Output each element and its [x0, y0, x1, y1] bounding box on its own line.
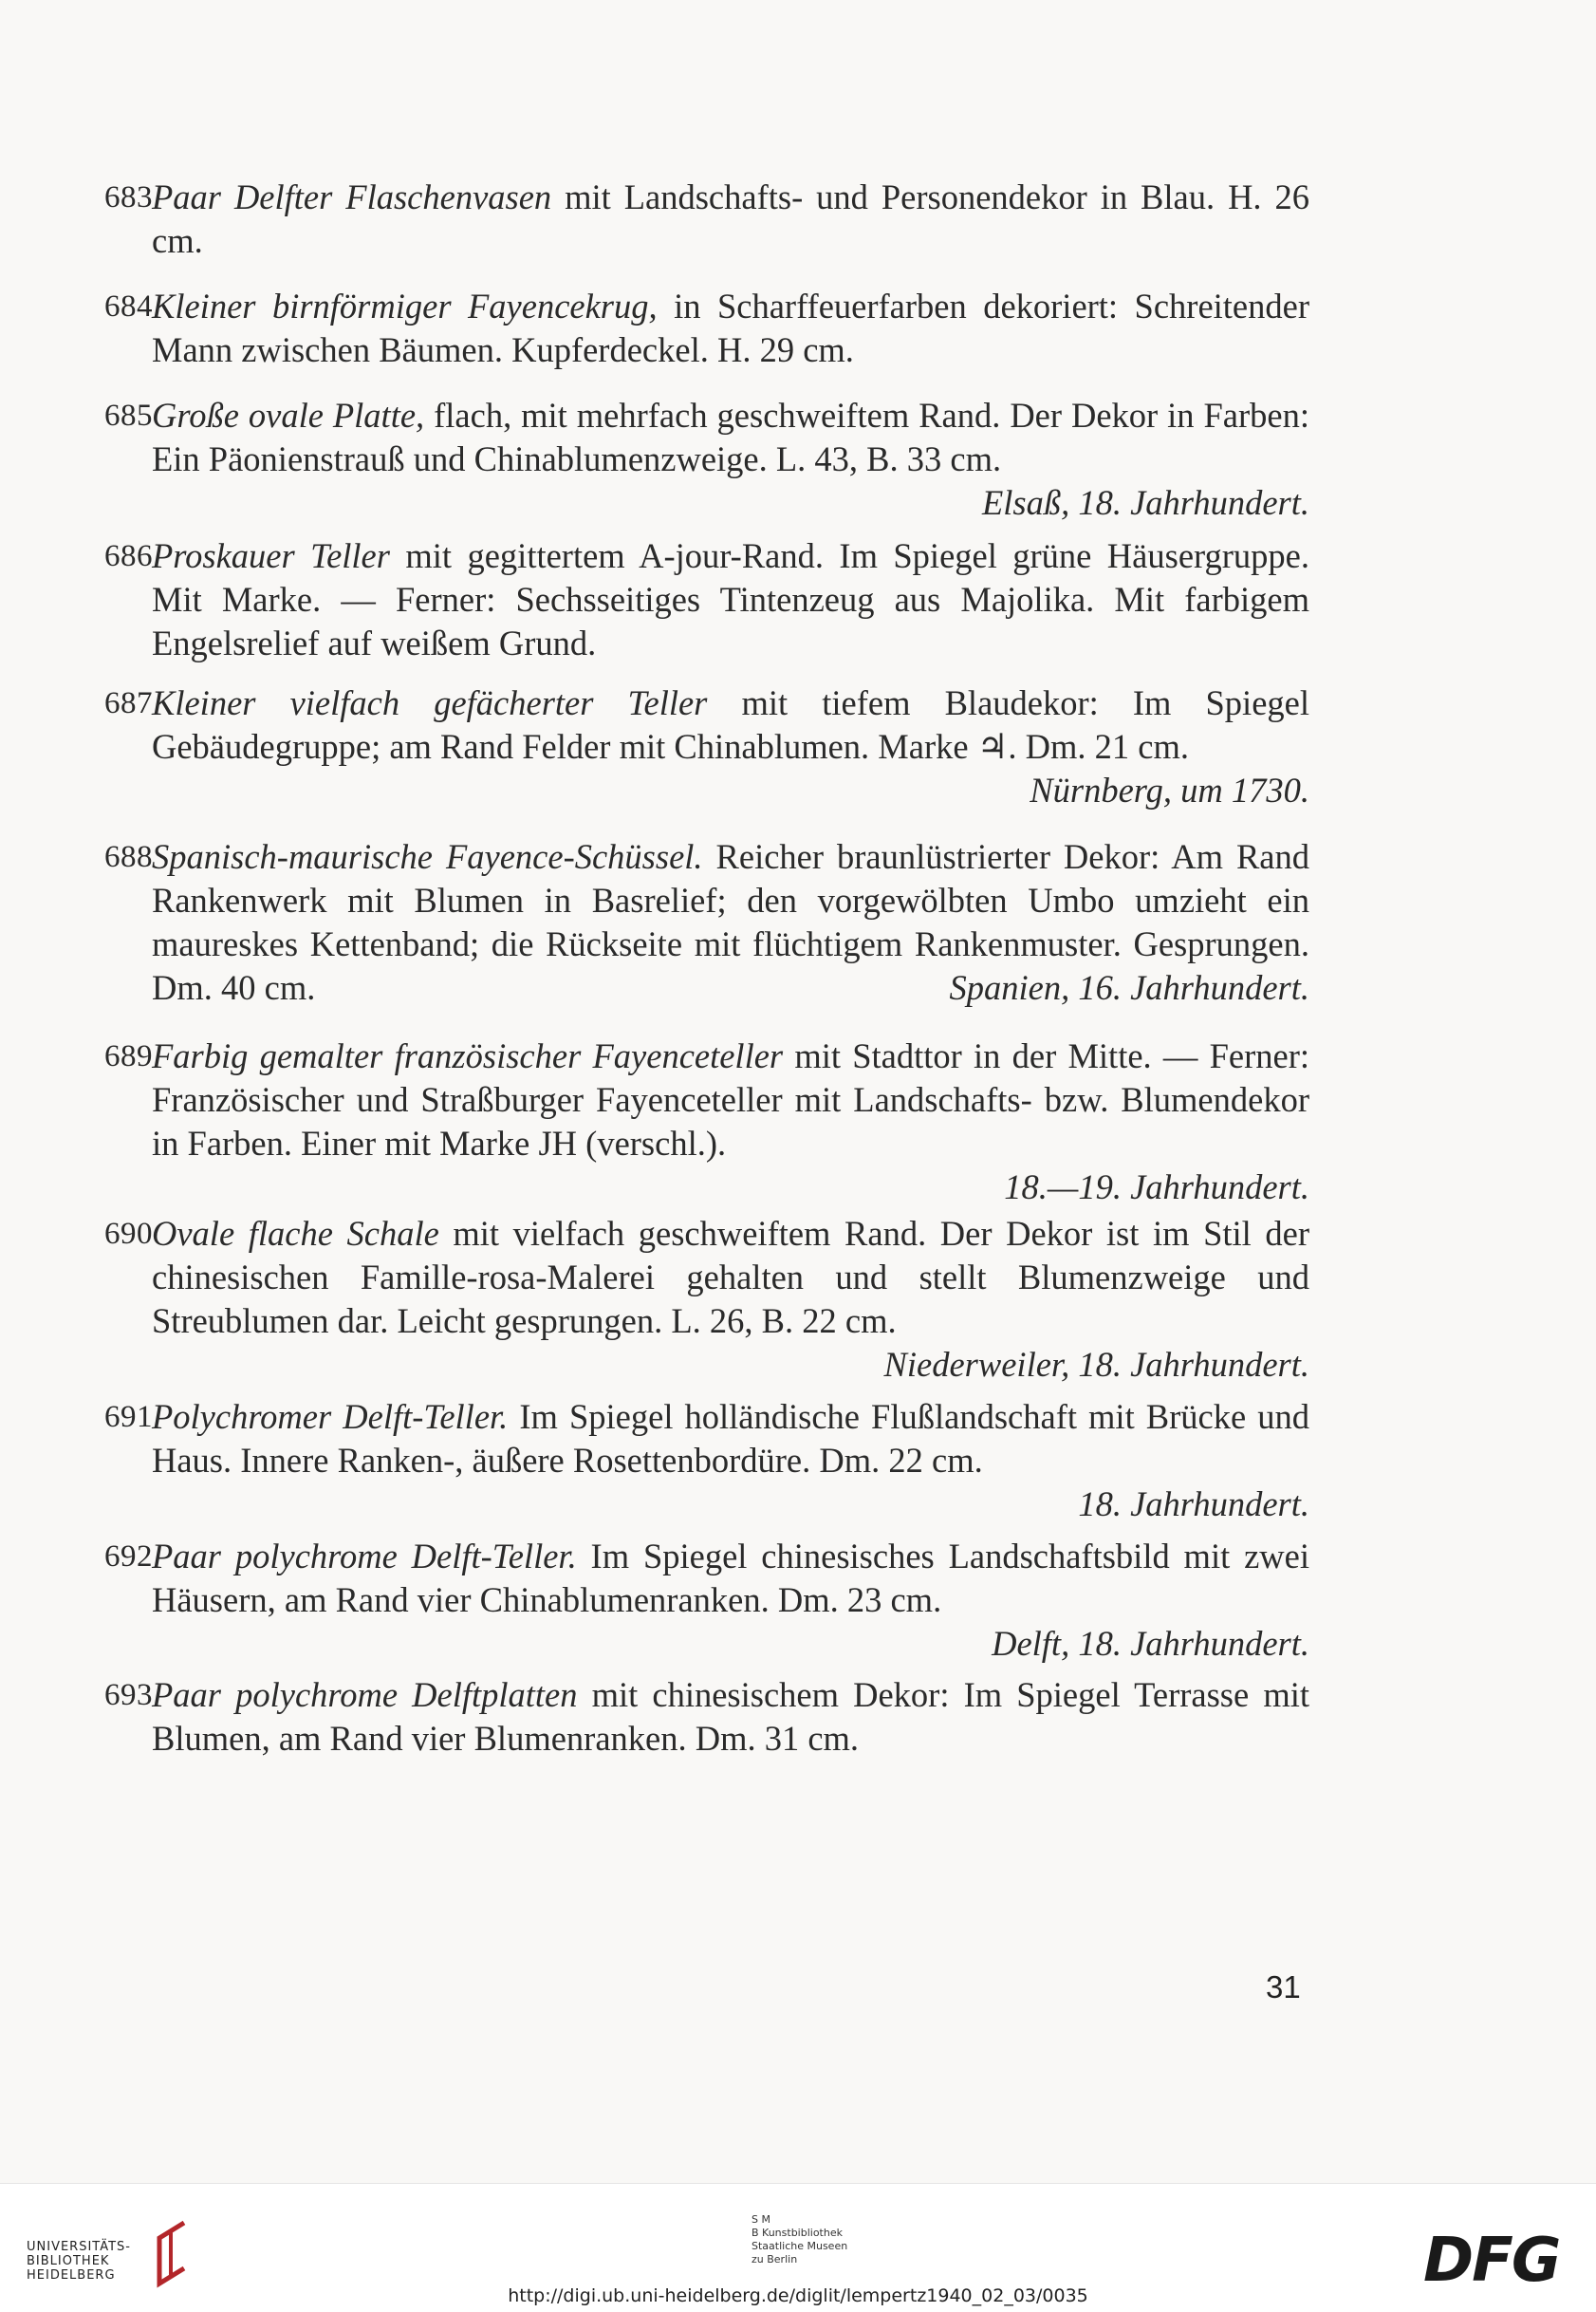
lot-origin: 18. Jahrhundert.: [1078, 1484, 1309, 1523]
ub-heidelberg-logo-icon: [142, 2219, 199, 2290]
lot-number: 688: [104, 840, 153, 874]
lot-number: 685: [104, 399, 153, 433]
lot-title: Ovale flache Schale: [152, 1214, 439, 1253]
catalog-entry-689: [104, 1035, 1309, 1209]
lot-number: 691: [104, 1400, 153, 1434]
catalog-entry-692: [104, 1535, 1309, 1666]
lot-description: Im Spiegel holländische Flußlandschaft mit Brücke und Haus. Innere Ranken-, äußere Rosettenbordüre. Dm. 22 cm.: [152, 1397, 1309, 1480]
ub-line-3: HEIDELBERG: [27, 2268, 116, 2283]
lot-number: 687: [104, 686, 153, 720]
lot-origin: Spanien, 16. Jahrhundert.: [949, 968, 1309, 1007]
lot-description: in Scharffeuerfarben dekoriert: Schreitender Mann zwischen Bäumen. Kupferdeckel. H. 29 cm.: [152, 287, 1309, 369]
lot-origin: Delft, 18. Jahrhundert.: [992, 1624, 1309, 1663]
lot-number: 689: [104, 1039, 153, 1073]
sm-line-2: B Kunstbibliothek: [752, 2227, 843, 2239]
lot-description: Reicher braunlüstrierter Dekor: Am Rand Rankenwerk mit Blumen in Basrelief; den vorgewölbten Umbo umzieht ein maureskes Kettenband; die Rückseite mit flüchtigem Rankenmuster. Gesprungen. Dm. 40 cm.: [152, 837, 1309, 1007]
ub-heidelberg-label: [27, 2240, 131, 2283]
lot-number: 686: [104, 539, 153, 573]
lot-description: flach, mit mehrfach geschweiftem Rand. Der Dekor in Farben: Ein Päonienstrauß und Chinablumenzweige. L. 43, B. 33 cm.: [152, 396, 1310, 478]
lot-number: 683: [104, 180, 153, 214]
catalog-entry-686: [104, 534, 1309, 665]
ub-line-2: BIBLIOTHEK: [27, 2254, 110, 2268]
lot-description: Im Spiegel chinesisches Landschaftsbild mit zwei Häusern, am Rand vier Chinablumenranken. Dm. 23 cm.: [152, 1537, 1309, 1619]
catalog-entry-683: [104, 176, 1309, 263]
page-number: 31: [1266, 1969, 1301, 2004]
catalog-entry-684: [104, 285, 1309, 372]
sm-line-4: zu Berlin: [752, 2253, 798, 2265]
lot-number: 690: [104, 1217, 153, 1251]
lot-description: mit tiefem Blaudekor: Im Spiegel Gebäudegruppe; am Rand Felder mit Chinablumen. Marke ♃. Dm. 21 cm.: [152, 683, 1309, 766]
lot-description: mit vielfach geschweiftem Rand. Der Dekor ist im Stil der chinesischen Famille-rosa-Malerei gehalten und stellt Blumenzweige und Streublumen dar. Leicht gesprungen. L. 26, B. 22 cm.: [152, 1214, 1309, 1340]
lot-title: Proskauer Teller: [152, 536, 390, 575]
lot-title: Spanisch-maurische Fayence-Schüssel.: [152, 837, 703, 876]
permalink-url[interactable]: http://digi.ub.uni-heidelberg.de/diglit/lempertz1940_02_03/0035: [508, 2285, 1088, 2306]
lot-title: Paar Delfter Flaschenvasen: [152, 177, 552, 216]
smb-kunstbibliothek-label: [752, 2213, 847, 2266]
lot-title: Polychromer Delft-Teller.: [152, 1397, 509, 1436]
sm-line-3: Staatliche Museen: [752, 2240, 848, 2252]
catalog-entry-690: [104, 1212, 1309, 1387]
lot-title: Farbig gemalter französischer Fayenceteller: [152, 1036, 784, 1075]
lot-description: mit Landschafts- und Personendekor in Blau. H. 26 cm.: [152, 177, 1309, 260]
sm-line-1: S M: [752, 2213, 770, 2226]
lot-number: 684: [104, 289, 153, 324]
lot-number: 692: [104, 1539, 153, 1574]
lot-title: Kleiner birnförmiger Fayencekrug,: [152, 287, 658, 326]
lot-origin: Elsaß, 18. Jahrhundert.: [981, 483, 1309, 522]
lot-title: Paar polychrome Delftplatten: [152, 1675, 578, 1714]
lot-description: mit Stadttor in der Mitte. — Ferner: Französischer und Straßburger Fayenceteller mit Landschafts- bzw. Blumendekor in Farben. Einer mit Marke JH (verschl.).: [152, 1036, 1309, 1163]
dfg-logo: DFG: [1423, 2226, 1560, 2296]
lot-title: Große ovale Platte,: [152, 396, 425, 435]
lot-title: Paar polychrome Delft-Teller.: [152, 1537, 577, 1576]
lot-description: mit gegittertem A-jour-Rand. Im Spiegel grüne Häusergruppe. Mit Marke. — Ferner: Sechsseitiges Tintenzeug aus Majolika. Mit farbigem Engelsrelief auf weißem Grund.: [152, 536, 1309, 662]
catalog-entry-685: [104, 394, 1309, 525]
catalog-entry-688: [104, 835, 1309, 1010]
lot-origin: Niederweiler, 18. Jahrhundert.: [883, 1345, 1309, 1384]
lot-description: mit chinesischem Dekor: Im Spiegel Terrasse mit Blumen, am Rand vier Blumenranken. Dm. 31 cm.: [152, 1675, 1309, 1758]
lot-title: Kleiner vielfach gefächerter Teller: [152, 683, 708, 722]
catalog-entry-693: [104, 1673, 1309, 1761]
catalog-entry-687: [104, 681, 1309, 812]
lot-origin: Nürnberg, um 1730.: [1030, 771, 1309, 810]
ub-line-1: UNIVERSITÄTS-: [27, 2240, 131, 2254]
lot-number: 693: [104, 1678, 153, 1712]
catalog-entry-691: [104, 1395, 1309, 1526]
lot-origin: 18.—19. Jahrhundert.: [1004, 1167, 1309, 1206]
